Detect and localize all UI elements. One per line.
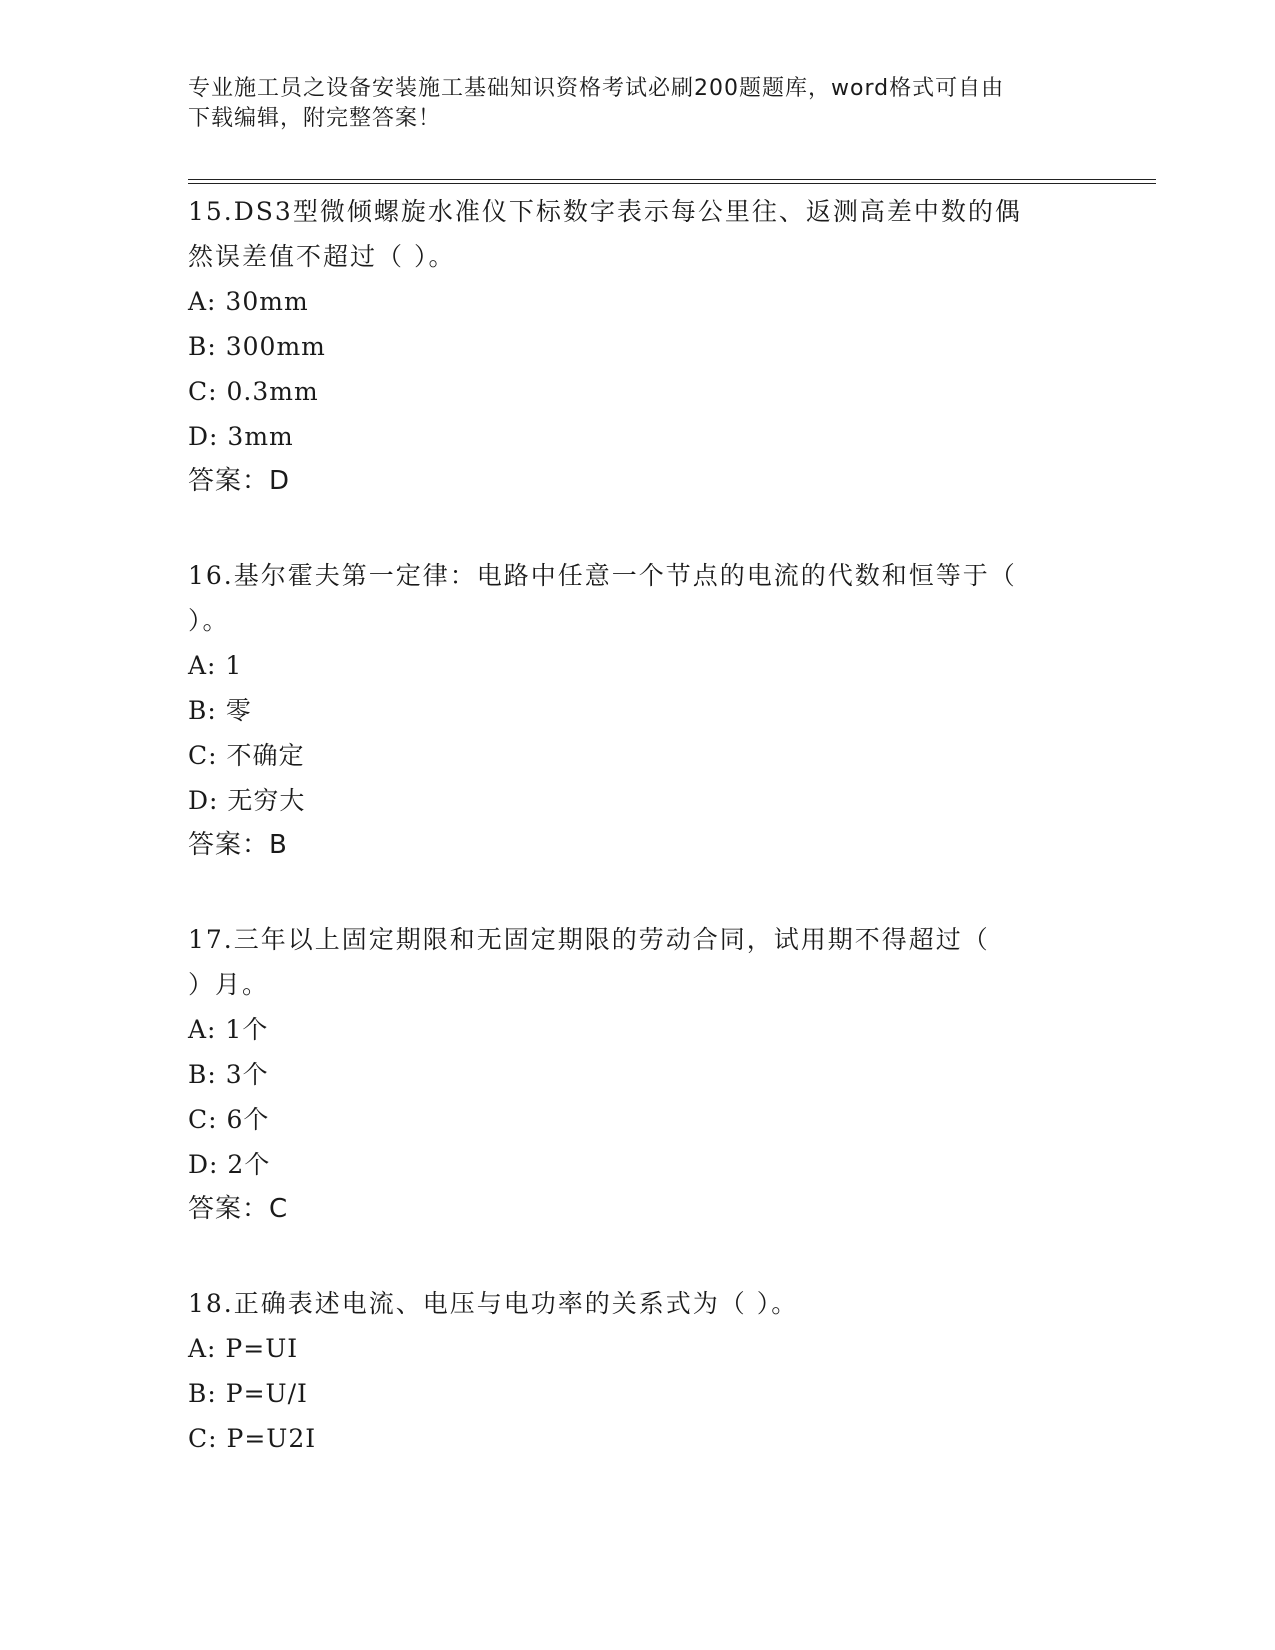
answer: 答案：B — [188, 830, 288, 860]
option-b: B: 零 — [188, 696, 252, 725]
question-stem: 15.DS3型微倾螺旋水准仪下标数字表示每公里往、返测高差中数的偶 — [188, 197, 1022, 226]
answer: 答案：D — [188, 466, 291, 496]
option-c: C: 0.3mm — [188, 377, 319, 406]
question-stem: 18.正确表述电流、电压与电功率的关系式为（ ）。 — [188, 1289, 799, 1318]
option-a: A: 30mm — [188, 287, 309, 316]
header-divider-bottom — [188, 183, 1156, 184]
header-line-1: 专业施工员之设备安装施工基础知识资格考试必刷200题题库，word格式可自由 — [188, 76, 1005, 101]
option-c: C: 6个 — [188, 1105, 270, 1134]
question-stem: 16.基尔霍夫第一定律：电路中任意一个节点的电流的代数和恒等于（ — [188, 561, 1017, 590]
option-a: A: 1个 — [188, 1015, 269, 1044]
option-b: B: P=U/I — [188, 1379, 308, 1408]
answer: 答案：C — [188, 1194, 289, 1224]
question-stem-continued: ）。 — [188, 606, 230, 635]
question-16 — [188, 553, 1068, 868]
header-line-2: 下载编辑，附完整答案！ — [188, 106, 442, 131]
option-c: C: 不确定 — [188, 741, 305, 770]
question-18 — [188, 1281, 1068, 1461]
option-b: B: 3个 — [188, 1060, 269, 1089]
option-d: D: 2个 — [188, 1150, 271, 1179]
option-c: C: P=U2I — [188, 1424, 317, 1453]
question-stem: 17.三年以上固定期限和无固定期限的劳动合同，试用期不得超过（ — [188, 925, 990, 954]
option-d: D: 无穷大 — [188, 786, 306, 815]
option-a: A: 1 — [188, 651, 243, 680]
option-d: D: 3mm — [188, 422, 294, 451]
question-17 — [188, 917, 1068, 1232]
question-15 — [188, 189, 1068, 504]
document-header — [188, 74, 1068, 134]
option-b: B: 300mm — [188, 332, 326, 361]
header-divider-top — [188, 179, 1156, 180]
option-a: A: P=UI — [188, 1334, 299, 1363]
question-stem-continued: 然误差值不超过（ ）。 — [188, 242, 456, 271]
question-stem-continued: ）月。 — [188, 970, 270, 999]
